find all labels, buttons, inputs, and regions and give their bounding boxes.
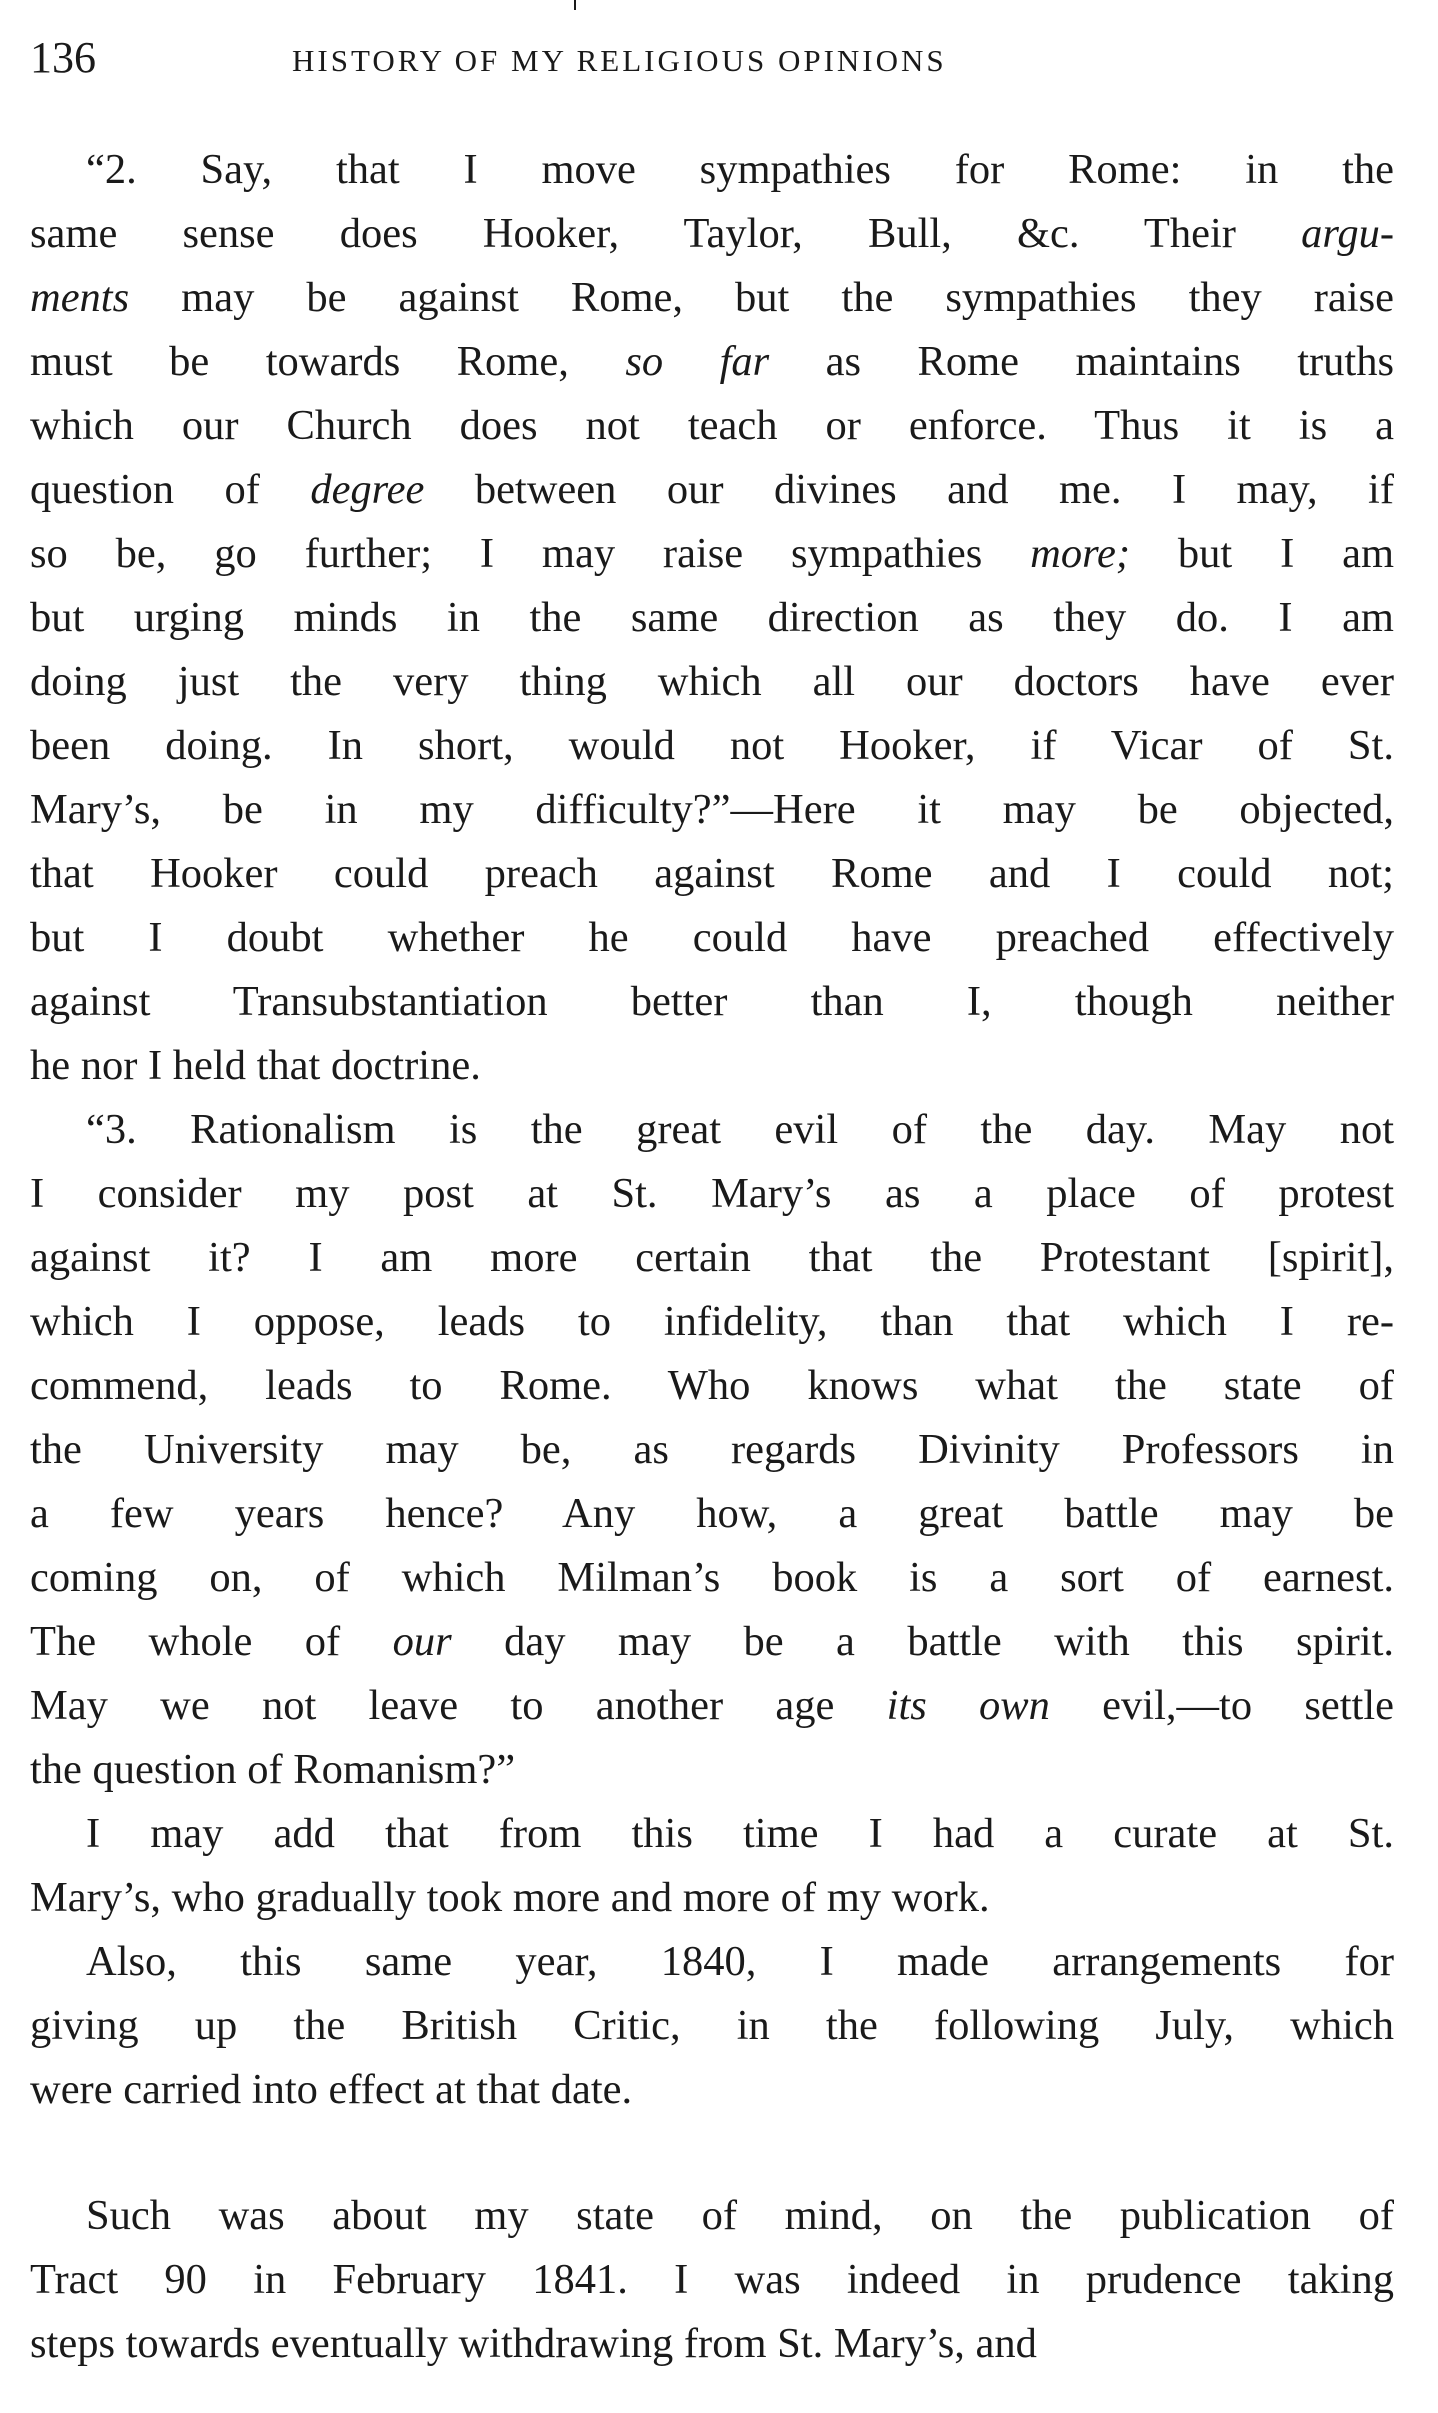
text-line [30, 842, 1394, 906]
text-line [30, 1098, 1394, 1162]
italic-text: its own [886, 1682, 1050, 1729]
line-text: against Transubstantiation better than I, though neither [30, 978, 1394, 1025]
line-text: may be against Rome, but the sympathies they raise [129, 274, 1394, 321]
text-line [30, 1994, 1394, 2058]
line-text: but I am [1130, 530, 1394, 577]
top-mark [574, 0, 576, 10]
text-line [30, 1546, 1394, 1610]
text-line [30, 1802, 1394, 1866]
line-text: I may add that from this time I had a curate at St. [86, 1810, 1394, 1857]
line-text: doing just the very thing which all our doctors have ever [30, 658, 1394, 705]
line-text: Such was about my state of mind, on the publication of [86, 2192, 1394, 2239]
line-text: “2. Say, that I move sympathies for Rome: in the [86, 146, 1394, 193]
text-line [30, 522, 1394, 586]
text-line [30, 394, 1394, 458]
text-line [30, 1930, 1394, 1994]
italic-text: our [392, 1618, 452, 1665]
line-text: the University may be, as regards Divinity Professors in [30, 1426, 1394, 1473]
line-text: The whole of [30, 1618, 393, 1665]
body-text [30, 138, 1394, 2376]
line-text: but I doubt whether he could have preached effectively [30, 914, 1394, 961]
text-line [30, 330, 1394, 394]
text-line [30, 1674, 1394, 1738]
text-line [30, 1418, 1394, 1482]
text-line [30, 2312, 1394, 2376]
line-text: I consider my post at St. Mary’s as a place of protest [30, 1170, 1394, 1217]
text-line [30, 2248, 1394, 2312]
line-text: were carried into effect at that date. [30, 2066, 633, 2113]
text-line [30, 266, 1394, 330]
running-head [30, 28, 1398, 88]
line-text: giving up the British Critic, in the following July, which [30, 2002, 1394, 2049]
line-text: question of [30, 466, 311, 513]
text-line [30, 1482, 1394, 1546]
text-line [30, 1738, 1394, 1802]
text-line [30, 970, 1394, 1034]
line-text: Tract 90 in February 1841. I was indeed in prudence taking [30, 2256, 1394, 2303]
italic-text: more; [1030, 530, 1131, 577]
line-text: must be towards Rome, [30, 338, 626, 385]
line-text: same sense does Hooker, Taylor, Bull, &c. Their [30, 210, 1302, 257]
text-line [30, 2058, 1394, 2122]
line-text: so be, go further; I may raise sympathies [30, 530, 1031, 577]
text-line [30, 714, 1394, 778]
text-line [30, 1290, 1394, 1354]
line-text: day may be a battle with this spirit. [451, 1618, 1394, 1665]
line-text: a few years hence? Any how, a great battle may be [30, 1490, 1394, 1537]
italic-text: degree [310, 466, 425, 513]
text-line [30, 1866, 1394, 1930]
line-text: the question of Romanism?” [30, 1746, 516, 1793]
text-line [30, 650, 1394, 714]
line-text: between our divines and me. I may, if [424, 466, 1394, 513]
line-text: but urging minds in the same direction as they do. I am [30, 594, 1394, 641]
line-text: which I oppose, leads to infidelity, than that which I re- [30, 1298, 1394, 1345]
line-text: against it? I am more certain that the Protestant [spirit], [30, 1234, 1394, 1281]
line-text: commend, leads to Rome. Who knows what the state of [30, 1362, 1394, 1409]
line-text: he nor I held that doctrine. [30, 1042, 481, 1089]
text-line [30, 1226, 1394, 1290]
line-text: which our Church does not teach or enforce. Thus it is a [30, 402, 1394, 449]
text-line [30, 1034, 1394, 1098]
line-text: Mary’s, be in my difficulty?”—Here it may be objected, [30, 786, 1394, 833]
page-number: 136 [30, 33, 96, 82]
text-line [30, 778, 1394, 842]
line-text: that Hooker could preach against Rome and I could not; [30, 850, 1394, 897]
line-text: “3. Rationalism is the great evil of the day. May not [86, 1106, 1394, 1153]
text-line [30, 202, 1394, 266]
line-text: steps towards eventually withdrawing from St. Mary’s, and [30, 2320, 1037, 2367]
text-line [30, 906, 1394, 970]
italic-text: so far [625, 338, 770, 385]
text-line [30, 586, 1394, 650]
line-text: been doing. In short, would not Hooker, if Vicar of St. [30, 722, 1394, 769]
text-line [30, 1610, 1394, 1674]
line-text: May we not leave to another age [30, 1682, 887, 1729]
line-text: Also, this same year, 1840, I made arrangements for [86, 1938, 1394, 1985]
italic-text: ments [30, 274, 130, 321]
line-text: as Rome maintains truths [769, 338, 1394, 385]
text-line [30, 458, 1394, 522]
text-line [30, 2184, 1394, 2248]
line-text: evil,—to settle [1049, 1682, 1394, 1729]
text-line [30, 1354, 1394, 1418]
line-text: Mary’s, who gradually took more and more of my work. [30, 1874, 990, 1921]
running-title: HISTORY OF MY RELIGIOUS OPINIONS [292, 43, 947, 78]
text-line [30, 138, 1394, 202]
italic-text: argu- [1301, 210, 1394, 257]
text-line [30, 1162, 1394, 1226]
line-text: coming on, of which Milman’s book is a sort of earnest. [30, 1554, 1394, 1601]
